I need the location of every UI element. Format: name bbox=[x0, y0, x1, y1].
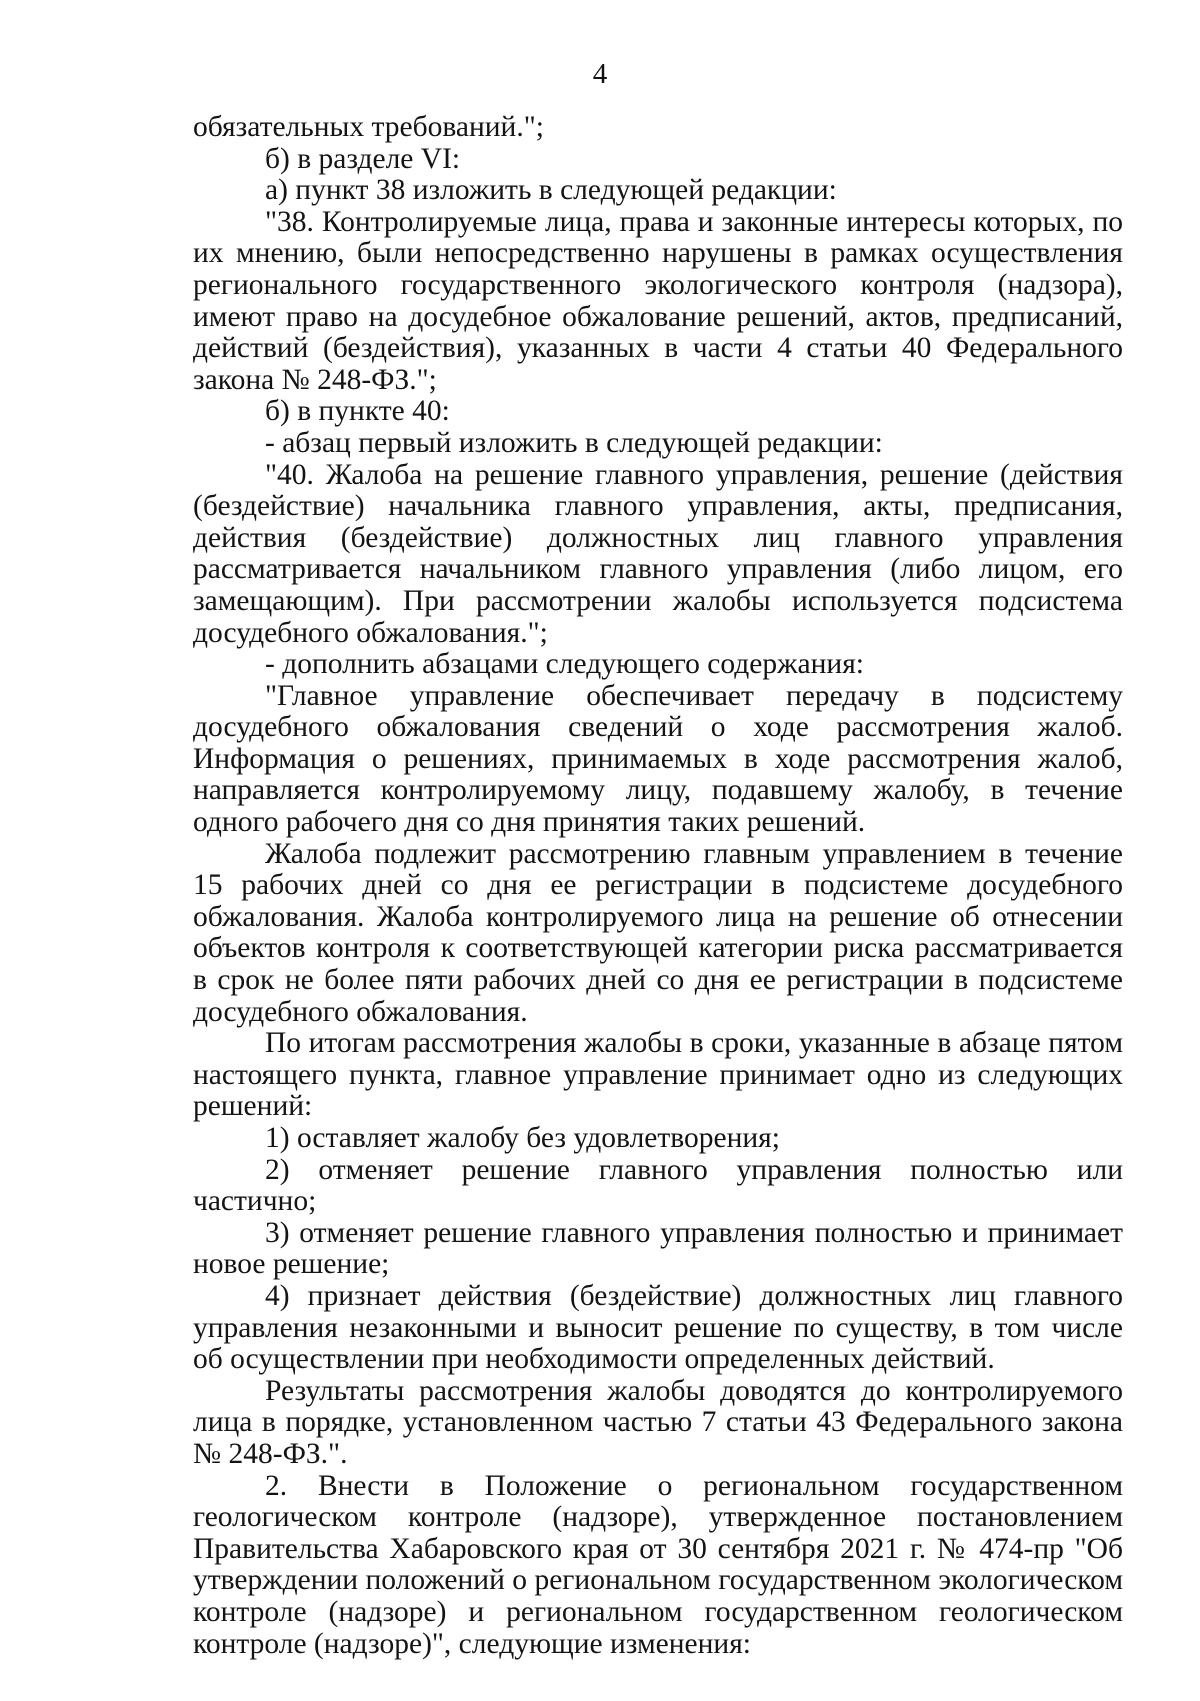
paragraph-8: - дополнить абзацами следующего содержания: bbox=[265, 648, 864, 681]
paragraph-14: 3) отменяет решение главного управления полностью и принимает новое решение; bbox=[193, 1216, 1123, 1281]
paragraph-4: "38. Контролируемые лица, права и законные интересы которых, по их мнению, были непосредственно нарушены в рамках осуществления регионального государственного экологического контроля (надзора), имеют право на досудебное обжалование решений, актов, предписаний, действий (бездействия), указанных в части 4 статьи 40 Федерального закона № 248-ФЗ."; bbox=[193, 205, 1123, 396]
page-number: 4 bbox=[592, 58, 608, 90]
paragraph-1: обязательных требований."; bbox=[193, 111, 544, 143]
paragraph-12: 1) оставляет жалобу без удовлетворения; bbox=[265, 1122, 780, 1154]
document-body bbox=[193, 112, 1123, 1660]
paragraph-10: Жалоба подлежит рассмотрению главным управлением в течение 15 рабочих дней со дня ее регистрации в подсистеме досудебного обжалования. Жалоба контролируемого лица на решение об отнесении объектов контроля к соответствующей категории риска рассматривается в срок не более пяти рабочих дней со дня ее регистрации в подсистеме досудебного обжалования. bbox=[193, 837, 1123, 1028]
paragraph-2: б) в разделе VI: bbox=[265, 142, 461, 175]
paragraph-9: "Главное управление обеспечивает передачу в подсистему досудебного обжалования сведений о ходе рассмотрения жалоб. Информация о решениях, принимаемых в ходе рассмотрения жалоб, направляется контролируемому лицу, подавшему жалобу, в течение одного рабочего дня со дня принятия таких решений. bbox=[193, 679, 1123, 839]
paragraph-16: Результаты рассмотрения жалобы доводятся до контролируемого лица в порядке, установленном частью 7 статьи 43 Федерального закона № 248-ФЗ.". bbox=[193, 1374, 1123, 1470]
paragraph-6: - абзац первый изложить в следующей редакции: bbox=[265, 426, 883, 459]
paragraph-17: 2. Внести в Положение о региональном государственном геологическом контроле (надзоре), утвержденное постановлением Правительства Хабаровского края от 30 сентября 2021 г. № 474-пр "Об утверждении положений о региональном государственном экологическом контроле (надзоре) и региональном государственном геологическом контроле (надзоре)", следующие изменения: bbox=[193, 1469, 1123, 1660]
paragraph-3: а) пункт 38 изложить в следующей редакции: bbox=[265, 174, 837, 207]
paragraph-15: 4) признает действия (бездействие) должностных лиц главного управления незаконными и выносит решение по существу, в том числе об осуществлении при необходимости определенных действий. bbox=[193, 1279, 1123, 1376]
paragraph-11: По итогам рассмотрения жалобы в сроки, указанные в абзаце пятом настоящего пункта, главное управление принимает одно из следующих решений: bbox=[193, 1027, 1123, 1123]
paragraph-7: "40. Жалоба на решение главного управления, решение (действия (бездействие) начальника главного управления, акты, предписания, действия (бездействие) должностных лиц главного управления рассматривается начальником главного управления (либо лицом, его замещающим). При рассмотрении жалобы используется подсистема досудебного обжалования."; bbox=[193, 458, 1123, 649]
paragraph-13: 2) отменяет решение главного управления полностью или частично; bbox=[193, 1153, 1123, 1218]
paragraph-5: б) в пункте 40: bbox=[265, 395, 450, 428]
